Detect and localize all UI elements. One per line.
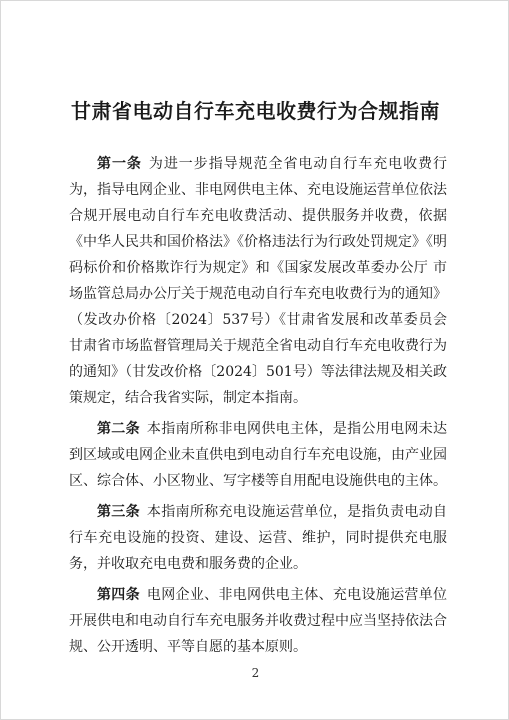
article-4-paragraph <box>69 582 447 660</box>
article-1-text: 为进一步指导规范全省电动自行车充电收费行为，指导电网企业、非电网供电主体、充电设施运营单位依法合规开展电动自行车充电收费活动、提供服务并收费，依据《中华人民共和国价格法》《价格违法行为行政处罚规定》《明码标价和价格欺诈行为规定》和《国家发展改革委办公厅 市场监管总局办公厅关于规范电动自行车充电收费行为的通知》（发改办价格〔2024〕537号）《甘肃省发展和改革委员会 甘肃省市场监督管理局关于规范全省电动自行车充电收费行为的通知》（甘发改价格〔2024〕501号）等法律法规及相关政策规定，结合我省实际，制定本指南。 <box>69 156 448 406</box>
article-2-text: 本指南所称非电网供电主体，是指公用电网未达到区域或电网企业未直供电到电动自行车充电设施，由产业园区、综合体、小区物业、写字楼等自用配电设施供电的主体。 <box>69 421 448 489</box>
document-title: 甘肃省电动自行车充电收费行为合规指南 <box>71 99 440 123</box>
article-3-paragraph <box>69 499 447 577</box>
page-number: 2 <box>251 666 260 680</box>
article-3-heading: 第三条 <box>97 504 140 520</box>
article-4-heading: 第四条 <box>97 587 140 603</box>
article-1-heading: 第一条 <box>97 156 142 172</box>
document-body <box>69 151 447 660</box>
article-4-text: 电网企业、非电网供电主体、充电设施运营单位开展供电和电动自行车充电服务并收费过程中应当坚持依法合规、公开透明、平等自愿的基本原则。 <box>69 587 448 655</box>
article-1-paragraph <box>69 151 447 411</box>
article-3-text: 本指南所称充电设施运营单位，是指负责电动自行车充电设施的投资、建设、运营、维护，同时提供充电服务，并收取充电电费和服务费的企业。 <box>69 504 448 572</box>
article-2-heading: 第二条 <box>97 421 140 437</box>
article-2-paragraph <box>69 416 447 494</box>
